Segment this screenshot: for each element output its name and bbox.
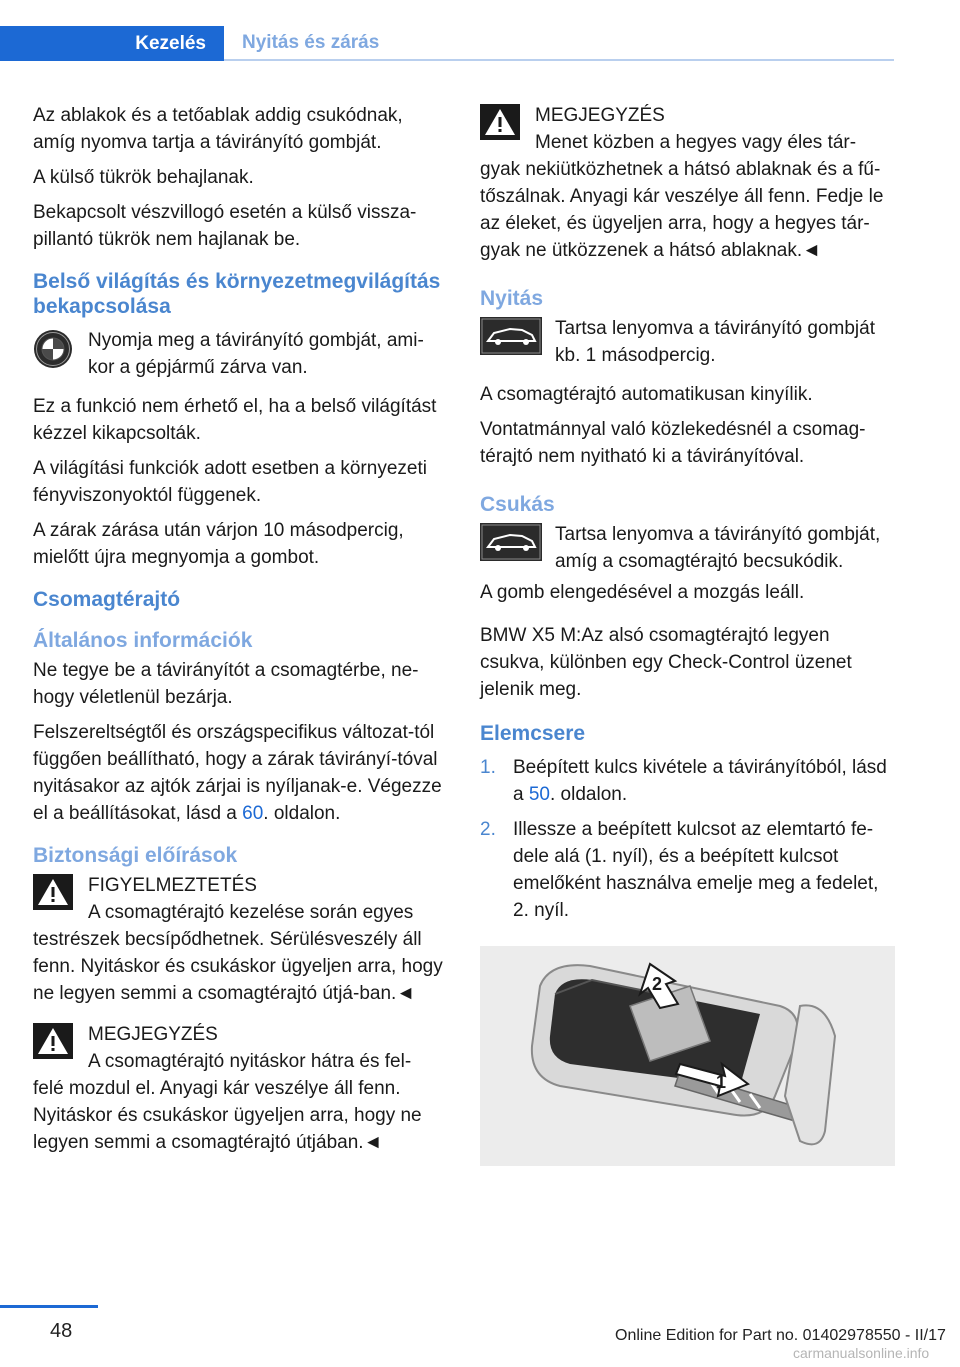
note-text: Menet közben a hegyes vagy éles tár-: [535, 132, 857, 153]
trunk-car-icon: [480, 523, 542, 569]
heading-trunk: Csomagtérajtó: [33, 588, 181, 611]
trunk-car-icon: [480, 317, 542, 363]
paragraph: Vontatmánnyal való közlekedésnél a csomag-térajtó nem nyitható ki a távirányítóval.: [480, 419, 866, 467]
key-fob-illustration: [480, 946, 895, 1166]
info-text: Tartsa lenyomva a távirányító gombját, amíg a csomagtérajtó becsukódik.: [555, 524, 881, 572]
heading-close: Csukás: [480, 493, 555, 516]
note-box: [33, 1021, 449, 1075]
step-number: 1.: [480, 757, 496, 778]
paragraph: A gomb elengedésével a mozgás leáll.: [480, 582, 805, 603]
paragraph: Ez a funkció nem érhető el, ha a belső világítást kézzel kikapcsolták.: [33, 396, 437, 444]
info-text: Nyomja meg a távirányító gombját, ami-kor a gépjármű zárva van.: [88, 330, 424, 378]
info-box-open: [480, 315, 896, 369]
list-item: [480, 816, 896, 924]
paragraph: A csomagtérajtó automatikusan kinyílik.: [480, 384, 813, 405]
paragraph: BMW X5 M:Az alsó csomagtérajtó legyen csukva, különben egy Check-Control üzenet jelenik meg.: [480, 625, 852, 700]
warning-title: FIGYELMEZTETÉS: [88, 875, 257, 896]
list-item: 1. Beépített kulcs kivétele a távirányítóból, lásd a 50. oldalon.: [480, 754, 896, 808]
info-text: Tartsa lenyomva a távirányító gombját kb. 1 másodpercig.: [555, 318, 875, 366]
paragraph: A világítási funkciók adott esetben a környezeti fényviszonyoktól függenek.: [33, 458, 427, 506]
key-battery-figure: [480, 946, 895, 1166]
arrow-label-2: 2: [652, 974, 663, 994]
section-tab-active: Kezelés: [0, 26, 224, 61]
note-text: A csomagtérajtó nyitáskor hátra és fel-: [88, 1051, 412, 1072]
warning-triangle-icon: [33, 1023, 73, 1067]
note-title: MEGJEGYZÉS: [535, 105, 665, 126]
heading-safety: Biztonsági előírások: [33, 844, 238, 867]
heading-open: Nyitás: [480, 287, 544, 310]
info-box-close: [480, 521, 896, 575]
arrow-label-1: 1: [716, 1072, 727, 1092]
footer-rule: [0, 1305, 98, 1308]
step-text: Illessze a beépített kulcsot az elemtartó fe-dele alá (1. nyíl), és a beépített kulcsot emelőként használva emelje meg a fedelet, 2. nyíl.: [513, 819, 879, 921]
warning-text-cont: testrészek becsípődhetnek. Sérülésveszély áll fenn. Nyitáskor és csukáskor ügyeljen arra, hogy ne legyen semmi a csomagtérajtó útjá-ban.◄: [33, 929, 443, 1004]
paragraph: Bekapcsolt vészvillogó esetén a külső vissza-pillantó tükrök nem hajlanak be.: [33, 202, 417, 250]
page-number: 48: [50, 1320, 73, 1342]
paragraph: A zárak zárása után várjon 10 másodpercig, mielőtt újra megnyomja a gombot.: [33, 520, 404, 568]
heading-general-info: Általános információk: [33, 629, 253, 652]
paragraph: Az ablakok és a tetőablak addig csukódnak, amíg nyomva tartja a távirányító gombját.: [33, 105, 403, 153]
info-box-interior: [33, 327, 449, 381]
paragraph: Ne tegye be a távirányítót a csomagtérbe, ne-hogy véletlenül bezárja.: [33, 660, 419, 708]
note-text-cont: gyak nekiütközhetnek a hátsó ablaknak és a fű-tőszálnak. Anyagi kár veszélye áll fenn. Fedje le az éleket, és ügyeljen arra, hogy a hegyes tár-gyak ne ütközzenek a hátsó ablaknak.◄: [480, 159, 884, 261]
warning-text: A csomagtérajtó kezelése során egyes: [88, 902, 414, 923]
note-box: [480, 102, 896, 156]
right-column: [480, 102, 896, 1166]
edition-text: Online Edition for Part no. 01402978550 - II/17: [615, 1327, 946, 1344]
step-number: 2.: [480, 819, 496, 840]
section-tab-subsection: Nyitás és zárás: [224, 26, 894, 61]
heading-interior-lighting: Belső világítás és környezetmegvilágítás bekapcsolása: [33, 270, 441, 318]
warning-triangle-icon: [33, 874, 73, 918]
page-link[interactable]: 60: [242, 803, 264, 824]
heading-battery: Elemcsere: [480, 722, 586, 745]
paragraph: Felszereltségtől és országspecifikus változat-tól függően beállítható, hogy a zárak távirányí-tóval nyitásakor az ajtók zárjai is nyíljanak-e. Végezze el a beállításokat, lásd a 60. oldalon.: [33, 722, 442, 824]
note-text-cont: felé mozdul el. Anyagi kár veszélye áll fenn. Nyitáskor és csukáskor ügyeljen arra, hogy ne legyen semmi a csomagtérajtó útjában.◄: [33, 1078, 422, 1153]
steps-list: [480, 754, 896, 924]
watermark: carmanualsonline.info: [793, 1345, 930, 1361]
warning-box: [33, 872, 449, 926]
warning-triangle-icon: [480, 104, 520, 148]
note-title: MEGJEGYZÉS: [88, 1024, 218, 1045]
bmw-logo-icon: [33, 329, 73, 377]
page-link[interactable]: 50: [528, 784, 550, 805]
left-column: [33, 102, 449, 1164]
paragraph: A külső tükrök behajlanak.: [33, 167, 254, 188]
